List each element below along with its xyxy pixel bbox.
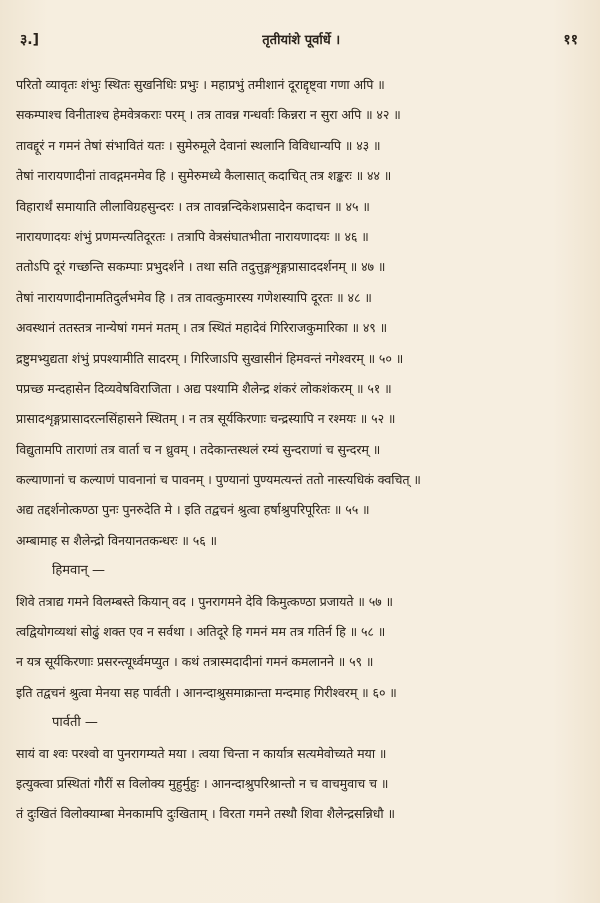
verse-line: ततोऽपि दूरं गच्छन्ति सकम्पाः प्रभुदर्शने । तथा सति तदुत्तुङ्गशृङ्गप्रासाददर्शनम् ॥ ४७ ॥ — [16, 259, 386, 275]
verse-line: तेषां नारायणादीनामतिदुर्लभमेव हि । तत्र तावत्कुमारस्य गणेशस्यापि दूरतः ॥ ४८ ॥ — [16, 289, 372, 305]
verse-line: विहारार्थं समायाति लीलाविग्रहसुन्दरः । तत्र तावन्नन्दिकेशप्रसादेन कदाचन ॥ ४५ ॥ — [16, 198, 370, 214]
verse-line: तं दुःखितं विलोक्याम्बा मेनकामपि दुःखिताम् । विरता गमने तस्थौ शिवा शैलेन्द्रसन्निधौ ॥ — [16, 806, 395, 822]
speaker-heading-himavan: हिमवान् — — [52, 563, 105, 579]
verse-line: इति तद्वचनं श्रुत्वा मेनया सह पार्वती । आनन्दाश्रुसमाक्रान्ता मन्दमाह गिरीश्वरम् ॥ ६० ॥ — [16, 684, 397, 700]
verse-line: न यत्र सूर्यकिरणाः प्रसरन्त्यूर्ध्वमप्युत । कथं तत्रास्मदादीनां गमनं कमलानने ॥ ५९ ॥ — [16, 654, 374, 670]
verse-line: परितो व्यावृतः शंभुः स्थितः सुखनिधिः प्रभुः । महाप्रभुं तमीशानं दूराद्दृष्ट्वा गणा अपि ॥ — [16, 77, 385, 92]
verse-line: अवस्थानं ततस्तत्र नान्येषां गमनं मतम् । तत्र स्थितं महादेवं गिरिराजकुमारिका ॥ ४९ ॥ — [16, 320, 388, 336]
verse-line: प्रासादशृङ्गप्रासादरत्नसिंहासने स्थितम् । न तत्र सूर्यकिरणाः चन्द्रस्यापि न रश्मयः ॥ ५२ ॥ — [16, 411, 396, 427]
verse-line: तावद्दूरं न गमनं तेषां संभावितं यतः । सुमेरुमूले देवानां स्थलानि विविधान्यपि ॥ ४३ ॥ — [16, 137, 381, 153]
page-header — [16, 30, 582, 70]
page-number: ११ — [563, 32, 578, 48]
verse-line: सायं वा श्वः परश्वो वा पुनरागम्यते मया । त्वया चिन्ता न कार्यात्र सत्यमेवोच्यते मया ॥ — [16, 745, 387, 761]
verse-line: इत्युक्त्वा प्रस्थितां गौरीं स विलोक्य मुहुर्मुहुः । आनन्दाश्रुपरिश्रान्तो न च वाचमुवाच च ॥ — [16, 775, 389, 791]
verse-line: अद्य तद्दर्शनोत्कण्ठा पुनः पुनरुदेति मे । इति तद्वचनं श्रुत्वा हर्षाश्रुपरिपूरितः ॥ ५५ ॥ — [16, 502, 370, 518]
verse-line: तेषां नारायणादीनां तावद्गमनमेव हि । सुमेरुमध्ये कैलासात् कदाचित् तत्र शङ्करः ॥ ४४ ॥ — [16, 168, 392, 184]
speaker-heading-parvati: पार्वती — — [52, 715, 98, 731]
running-title: तृतीयांशे पूर्वार्धे । — [262, 33, 341, 48]
verse-text — [16, 70, 582, 830]
verse-line: सकम्पाश्च विनीताश्च हेमवेत्रकराः परम् । तत्र तावन्न गन्धर्वाः किन्नरा न सुरा अपि ॥ ४२ ॥ — [16, 107, 401, 123]
verse-line: नारायणादयः शंभुं प्रणमन्त्यतिदूरतः । तत्रापि वेत्रसंघातभीता नारायणादयः ॥ ४६ ॥ — [16, 228, 369, 244]
verse-line: शिवे तत्राद्य गमने विलम्बस्ते कियान् वद । पुनरागमने देवि किमुत्कण्ठा प्रजायते ॥ ५७ ॥ — [16, 593, 393, 609]
verse-line: त्वद्वियोगव्यथां सोढुं शक्त एव न सर्वथा । अतिदूरे हि गमनं मम तत्र गतिर्न हि ॥ ५८ ॥ — [16, 624, 386, 640]
verse-line: द्रष्टुमभ्युद्यता शंभुं प्रपश्यामीति सादरम् । गिरिजाऽपि सुखासीनं हिमवन्तं नगेश्वरम् ॥ ५० ॥ — [16, 350, 404, 366]
verse-line: पप्रच्छ मन्दहासेन दिव्यवेषविराजिता । अद्य पश्यामि शैलेन्द्र शंकरं लोकशंकरम् ॥ ५१ ॥ — [16, 380, 392, 396]
chapter-number: ३.] — [20, 32, 39, 48]
verse-line: कल्याणानां च कल्याणं पावनानां च पावनम् । पुण्यानां पुण्यमत्यन्तं ततो नास्त्यधिकं क्वचित् ॥ — [16, 472, 421, 488]
verse-line: अम्बामाह स शैलेन्द्रो विनयानतकन्धरः ॥ ५६ ॥ — [16, 532, 217, 548]
verse-line: विद्युतामपि ताराणां तत्र वार्ता च न ध्रुवम् । तदेकान्तस्थलं रम्यं सुन्दराणां च सुन्दरम् ॥ — [16, 441, 381, 457]
